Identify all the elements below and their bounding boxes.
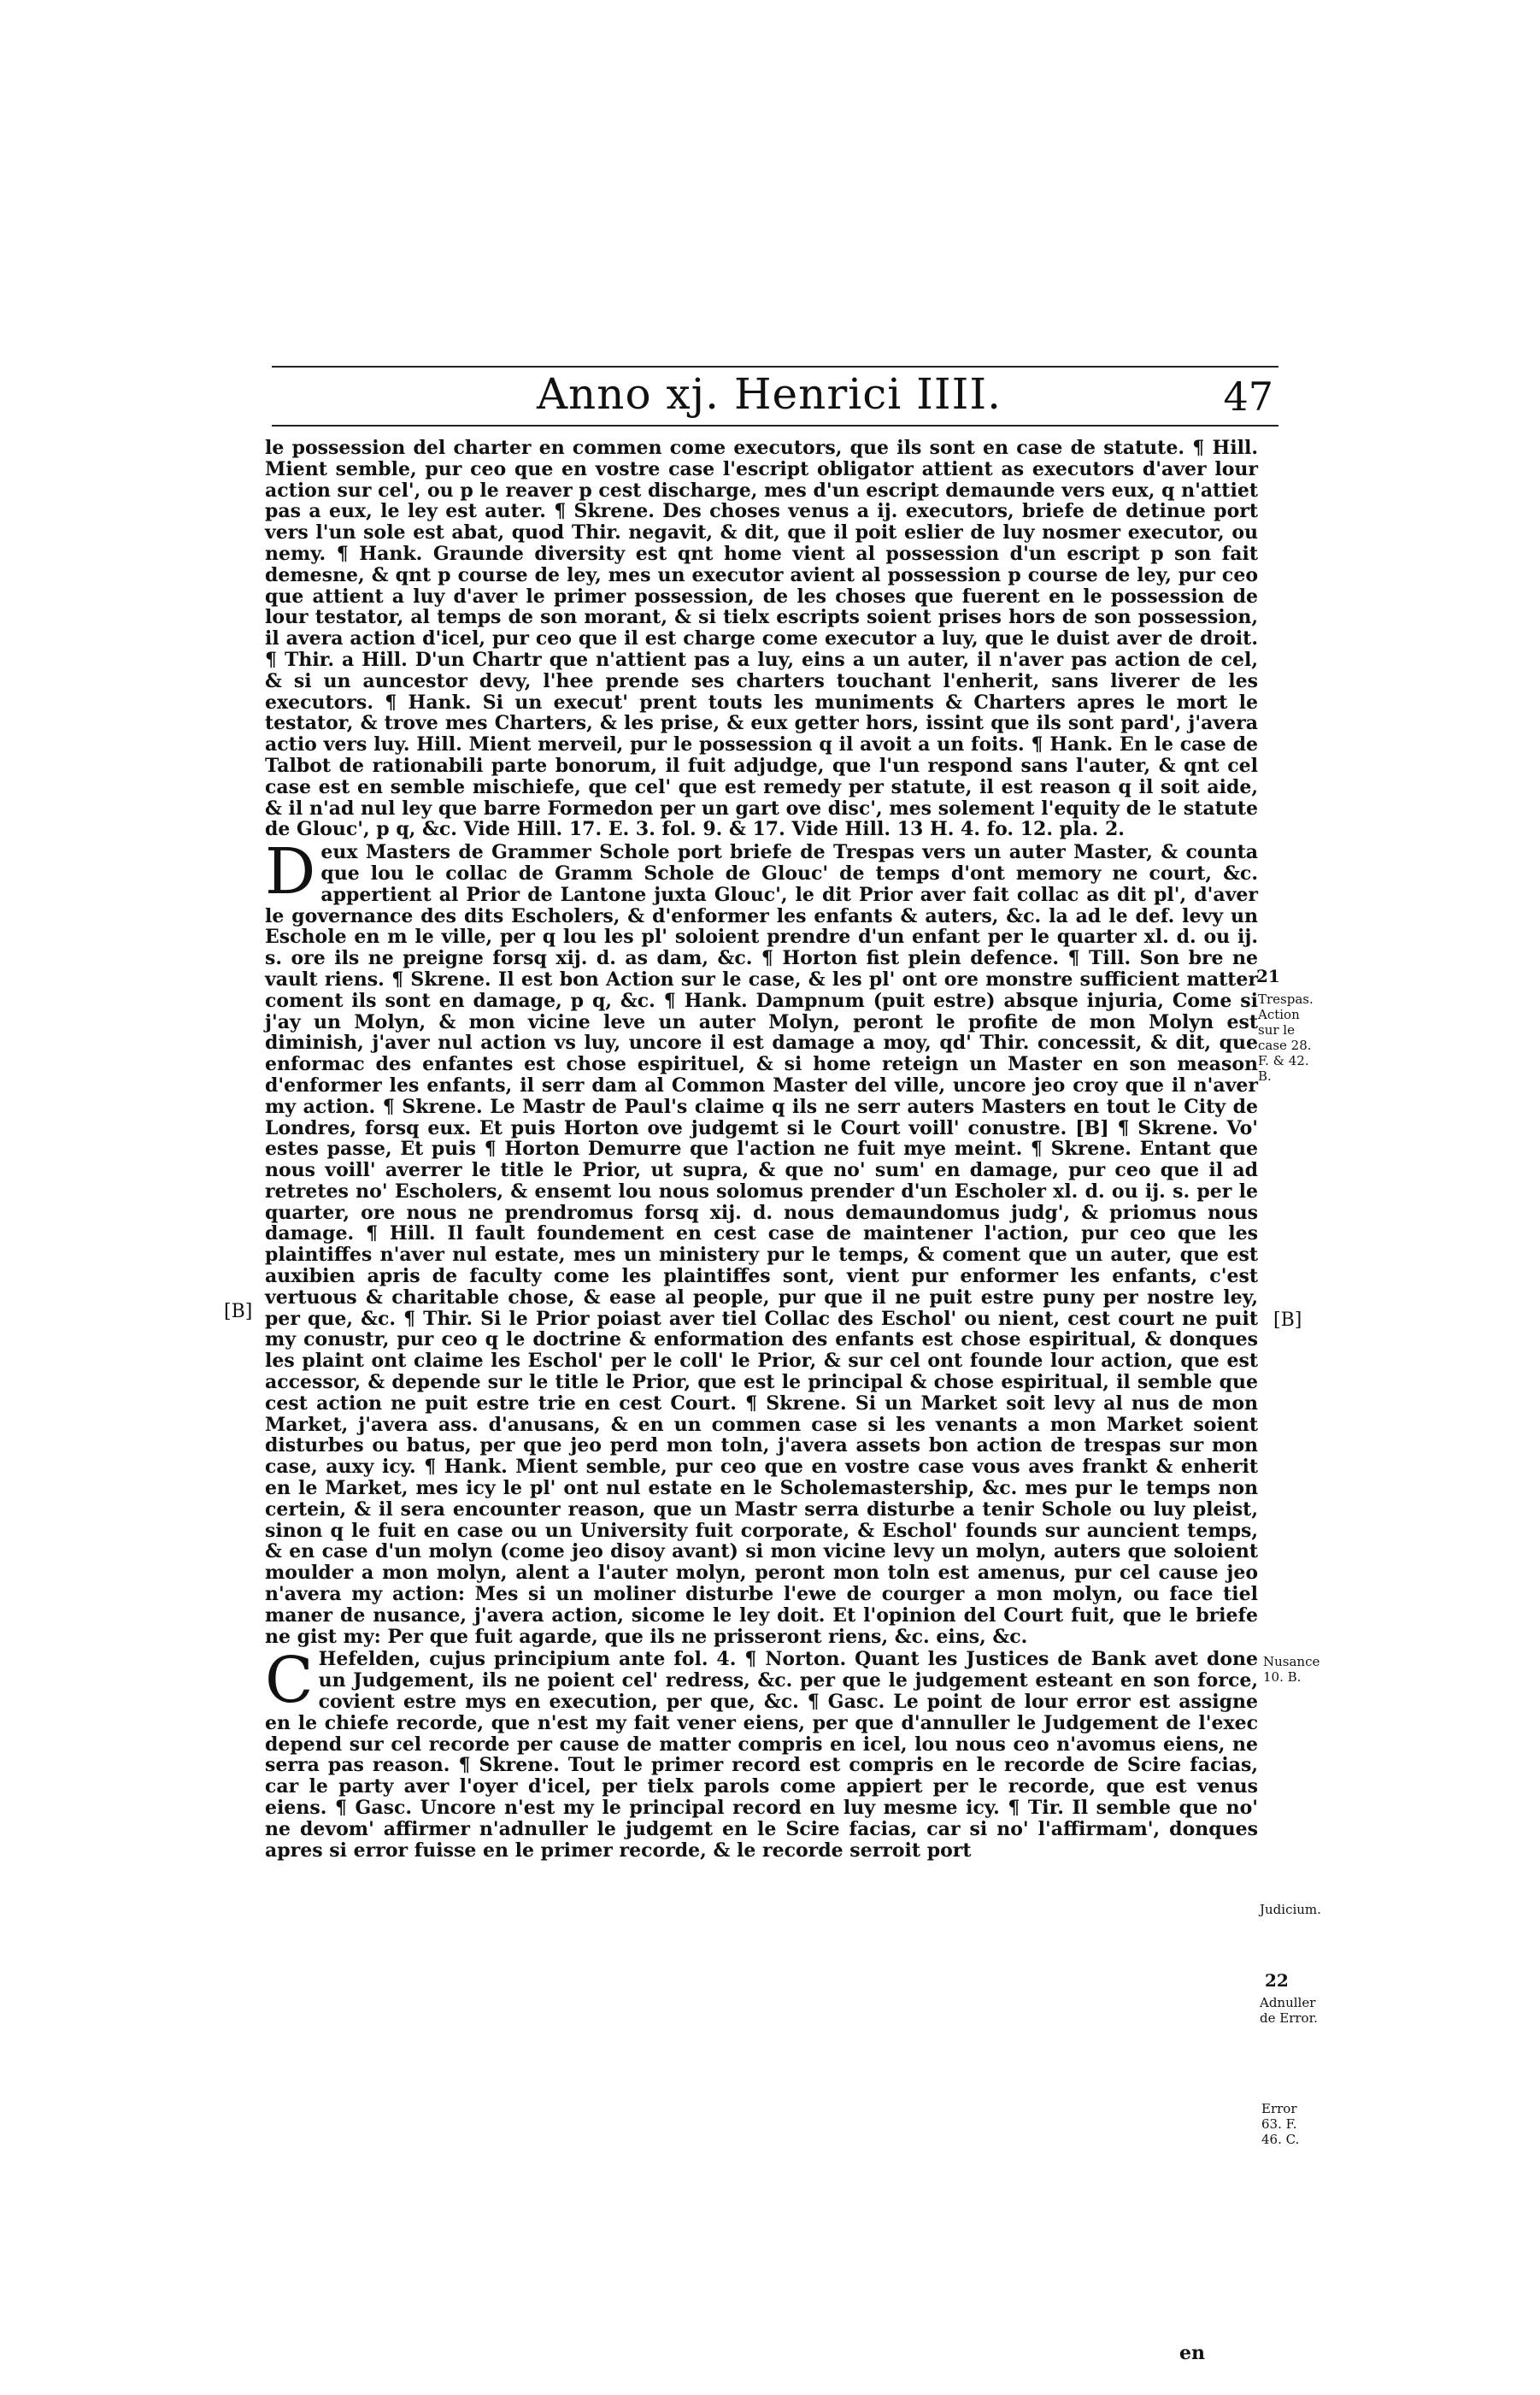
margin-note-judicium: Judicium. xyxy=(1260,1902,1321,1917)
catchword: en xyxy=(1179,2342,1205,2364)
margin-number-21: 21 xyxy=(1256,966,1280,986)
paragraph-3-text: Hefelden, cujus principium ante fol. 4. ¶ Norton. Quant les Justices de Bank avet done un Judgement, ils ne poient cel' redress, &c. per que le judgement esteant en son force, covient estre mys en execution, per que, &c. ¶ Gasc. Le point de lour error est assigne en le chiefe recorde, que n'est my fait vener eiens, per que d'annuller le Judgement de l'exec depend sur cel recorde per cause de matter compris en icel, lou nous ceo n'avomus eiens, ne serra pas reason. ¶ Skrene. Tout le primer record est compris en le recorde de Scire facias, car le party aver l'oyer d'icel, per tielx parols come appiert per le recorde, que est venus eiens. ¶ Gasc. Uncore n'est my le principal record en luy mesme icy. ¶ Tir. Il semble que no' ne devom' affirmer n'adnuller le judgemt en le Scire facias, car si no' l'affirmam', donques apres si error fuisse en le primer recorde, & le recorde serroit port xyxy=(265,1648,1258,1862)
paragraph-3 xyxy=(265,1644,1258,1862)
margin-number-22: 22 xyxy=(1265,1970,1289,1991)
margin-bracket-b-right: [B] xyxy=(1273,1309,1302,1331)
page-number: 47 xyxy=(1223,374,1273,420)
paragraph-2-text: eux Masters de Grammer Schole port briefe de Trespas vers un auter Master, & counta que lou le collac de Gramm Schole de Glouc' de temps d'ont memory ne court, &c. appertient al Prior de Lantone juxta Glouc', le dit Prior aver fait collac as dit pl', d'aver le governance des dits Escholers, & d'enformer les enfants & auters, &c. la ad le def. levy un Eschole en m le ville, per q lou les pl' soloient prendre d'un enfant per le quarter xl. d. ou ij. s. ore ils ne preigne forsq xij. d. as dam, &c. ¶ Horton fist plein defence. ¶ Till. Son bre ne vault riens. ¶ Skrene. Il est bon Action sur le case, & les pl' ont ore monstre sufficient matter coment ils sont en damage, p q, &c. ¶ Hank. Dampnum (puit estre) absque injuria, Come si j'ay un Molyn, & mon vicine leve un auter Molyn, peront le profite de mon Molyn est diminish, j'aver nul action vs luy, uncore il est damage a moy, qd' Thir. concessit, & dit, que enformac des enfantes est chose espirituel, & si home reteign un Master en son meason d'enformer les enfants, il serr dam al Common Master del ville, uncore jeo croy que il n'aver my action. ¶ Skrene. Le Mastr de Paul's claime q ils ne serr auters Masters en tout le City de Londres, forsq eux. Et puis Horton ove judgemt si le Court voill' conustre. [B] ¶ Skrene. Vo' estes passe, Et puis ¶ Horton Demurre que l'action ne fuit mye meint. ¶ Skrene. Entant que nous voill' averrer le title le Prior, ut supra, & que no' sum' en damage, pur ceo que il ad retretes no' Escholers, & ensemt lou nous solomus prender d'un Escholer xl. d. ou ij. s. per le quarter, ore nous ne prendromus forsq xij. d. nous demaundomus judg', & priomus nous damage. ¶ Hill. Il fault foundement en cest case de maintener l'action, pur ceo que les plaintiffes n'aver nul estate, mes un ministery pur le temps, & coment que un auter, que est auxibien apris de faculty come les plaintiffes sont, vient pur enformer les enfants, c'est vertuous & charitable chose, & ease al people, pur que il ne puit estre puny per nostre ley, per que, &c. ¶ Thir. Si le Prior poiast aver tiel Collac des Eschol' ou nient, cest court ne puit my conustr, pur ceo q le doctrine & enformation des enfants est chose espiritual, & donques les plaint ont claime les Eschol' per le coll' le Prior, & sur cel ont founde lour action, que est accessor, & depende sur le title le Prior, que est le principal & chose espiritual, il semble que cest action ne puit estre trie en cest Court. ¶ Skrene. Si un Market soit levy al nus de mon Market, j'avera ass. d'anusans, & en un commen case si les venants a mon Market soient disturbes ou batus, per que jeo perd mon toln, j'avera assets bon action de trespas sur mon case, auxy icy. ¶ Hank. Mient semble, pur ceo que en vostre case vous aves frankt & enherit en le Market, mes icy le pl' ont nul estate en le Scholemastership, &c. mes pur le temps non certein, & il sera encounter reason, que un Mastr serra disturbe a tenir Schole ou luy pleist, sinon q le fuit en case ou un University fuit corporate, & Eschol' founds sur auncient temps, & en case d'un molyn (come jeo disoy avant) si mon vicine levy un molyn, auters que soloient moulder a mon molyn, alent a l'auter molyn, peront mon toln est amenus, pur cel cause jeo n'avera my action: Mes si un moliner disturbe l'ewe de courger a mon molyn, ou face tiel maner de nusance, j'avera action, sicome le ley doit. Et l'opinion del Court fuit, que le briefe ne gist my: Per que fuit agarde, que ils ne prisseront riens, &c. eins, &c. xyxy=(265,841,1258,1648)
running-title: Anno xj. Henrici IIII. xyxy=(536,369,1002,419)
margin-bracket-b-left: [B] xyxy=(224,1301,253,1322)
margin-note-trespas: Trespas. Action sur le case 28. F. & 42. B. xyxy=(1258,992,1314,1084)
paragraph-2 xyxy=(265,835,1258,1648)
dropcap-c: C xyxy=(265,1644,314,1718)
header-rule-bottom xyxy=(272,425,1278,427)
body-text xyxy=(265,438,1258,1861)
margin-note-adnuller: Adnuller de Error. xyxy=(1260,1995,1318,2026)
margin-note-error: Error 63. F. 46. C. xyxy=(1261,2101,1300,2147)
paragraph-1: le possession del charter en commen come executors, que ils sont en case de statute. ¶ Hill. Mient semble, pur ceo que en vostre case l'escript obligator attient as executors d'aver lour action sur cel', ou p le reaver p cest discharge, mes d'un escript demaunde vers eux, q n'attiet pas a eux, le ley est auter. ¶ Skrene. Des choses venus a ij. executors, briefe de detinue port vers l'un sole est abat, quod Thir. negavit, & dit, que il poit eslier de luy nosmer executor, ou nemy. ¶ Hank. Graunde diversity est qnt home vient al possession d'un escript p son fait demesne, & qnt p course de ley, mes un executor avient al possession p course de ley, pur ceo que attient a luy d'aver le primer possession, de les choses que fuerent en le possession de lour testator, al temps de son morant, & si tielx escripts soient prises hors de son possession, il avera action d'icel, pur ceo que il est charge come executor a luy, que le duist aver de droit. ¶ Thir. a Hill. D'un Chartr que n'attient pas a luy, eins a un auter, il n'aver pas action de cel, & si un auncestor devy, l'hee prende ses charters touchant l'enherit, sans liverer de les executors. ¶ Hank. Si un execut' prent touts les muniments & Charters apres le mort le testator, & trove mes Charters, & les prise, & eux getter hors, issint que ils sont pard', j'avera actio vers luy. Hill. Mient merveil, pur le possession q il avoit a un foits. ¶ Hank. En le case de Talbot de rationabili parte bonorum, il fuit adjudge, que l'un respond sans l'auter, & qnt cel case est en semble mischiefe, que cel' que est remedy per statute, il est reason q il soit aide, & il n'ad nul ley que barre Formedon per un gart ove disc', mes solement l'equity de le statute de Glouc', p q, &c. Vide Hill. 17. E. 3. fol. 9. & 17. Vide Hill. 13 H. 4. fo. 12. pla. 2. xyxy=(265,437,1258,841)
header-rule-top xyxy=(272,366,1278,368)
dropcap-d: D xyxy=(265,835,316,909)
margin-note-nusance: Nusance 10. B. xyxy=(1263,1654,1320,1685)
